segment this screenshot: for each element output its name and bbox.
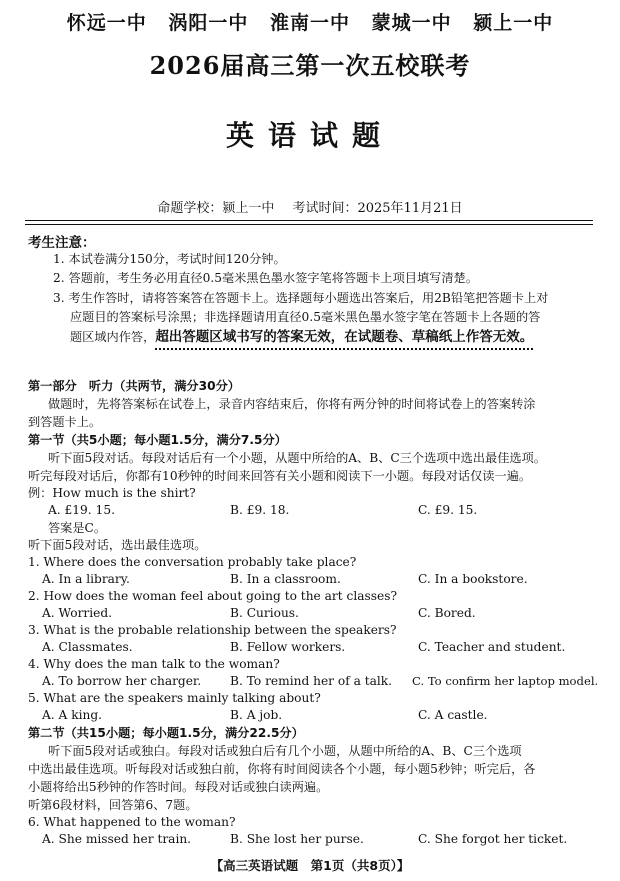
example-option-b: B. £9. 18.: [230, 503, 290, 517]
notice-item-3-line-2: 应题目的答案标号涂黑；非选择题请用直径0.5毫米黑色墨水签字笔在答题卡上各题的答: [70, 310, 541, 324]
question-2-option-c: C. Bored.: [418, 606, 476, 620]
question-6-option-a: A. She missed her train.: [42, 832, 192, 846]
notice-item-3-line-1: 3. 考生作答时，请将答案答在答题卡上。选择题每小题选出答案后，用2B铅笔把答题卡上对: [53, 291, 549, 305]
notice-item-1: 1. 本试卷满分150分，考试时间120分钟。: [53, 252, 286, 266]
listen-intro: 听下面5段对话，选出最佳选项。: [28, 538, 207, 552]
question-5: 5. What are the speakers mainly talking about?: [28, 691, 321, 705]
material-6-intro: 听第6段材料，回答第6、7题。: [28, 798, 198, 812]
notice-item-3-line-3: [70, 329, 533, 345]
page-footer: 【高三英语试题 第1页（共8页）】: [210, 858, 410, 873]
question-4-option-b: B. To remind her of a talk.: [230, 674, 393, 688]
notice-item-3-text: 题区域内作答，: [70, 330, 156, 344]
subject-title: 英语试题: [225, 119, 394, 152]
part1-intro-line-2: 到答题卡上。: [28, 415, 102, 429]
section1-instr-line-2: 听完每段对话后，你都有10秒钟的时间来回答有关小题和阅读下一小题。每段对话仅读一遍。: [28, 469, 532, 483]
question-4-option-a: A. To borrow her charger.: [42, 674, 202, 688]
exam-title: 2026届高三第一次五校联考: [149, 51, 471, 80]
part1-title: 第一部分 听力（共两节，满分30分）: [28, 379, 240, 393]
question-2-option-a: A. Worried.: [42, 606, 113, 620]
part1-intro-line-1: 做题时，先将答案标在试卷上，录音内容结束后，你将有两分钟的时间将试卷上的答案转涂: [48, 397, 536, 411]
question-3-option-b: B. Fellow workers.: [230, 640, 346, 654]
question-1-option-a: A. In a library.: [42, 572, 130, 586]
example-option-a: A. £19. 15.: [48, 503, 115, 517]
question-6: 6. What happened to the woman?: [28, 815, 236, 829]
notice-title: 考生注意：: [28, 235, 96, 251]
question-5-option-a: A. A king.: [42, 708, 103, 722]
question-5-option-b: B. A job.: [230, 708, 283, 722]
question-4-option-c: C. To confirm her laptop model.: [412, 674, 599, 688]
notice-item-2: 2. 答题前，考生务必用直径0.5毫米黑色墨水签字笔将答题卡上项目填写清楚。: [53, 271, 478, 285]
question-6-option-b: B. She lost her purse.: [230, 832, 364, 846]
question-2: 2. How does the woman feel about going to the art classes?: [28, 589, 398, 603]
section2-instr-line-1: 听下面5段对话或独白。每段对话或独白后有几个小题，从题中所给的A、B、C三个选项: [48, 744, 522, 758]
question-6-option-c: C. She forgot her ticket.: [418, 832, 568, 846]
example-option-c: C. £9. 15.: [418, 503, 478, 517]
question-1-option-b: B. In a classroom.: [230, 572, 341, 586]
question-3: 3. What is the probable relationship between the speakers?: [28, 623, 397, 637]
section1-title: 第一节（共5小题；每小题1.5分，满分7.5分）: [28, 433, 287, 447]
school-list: 怀远一中 涡阳一中 淮南一中 蒙城一中 颍上一中: [66, 12, 554, 34]
header-divider-thin: [25, 224, 593, 225]
exam-meta: 命题学校：颍上一中 考试时间：2025年11月21日: [157, 201, 463, 216]
question-4: 4. Why does the man talk to the woman?: [28, 657, 280, 671]
notice-emphasis: 超出答题区域书写的答案无效，在试题卷、草稿纸上作答无效。: [155, 329, 533, 350]
section2-instr-line-3: 小题将给出5秒钟的作答时间。每段对话或独白读两遍。: [28, 780, 329, 794]
question-5-option-c: C. A castle.: [418, 708, 488, 722]
section1-instr-line-1: 听下面5段对话。每段对话后有一个小题，从题中所给的A、B、C三个选项中选出最佳选项。: [48, 451, 546, 465]
example-question: 例：How much is the shirt?: [28, 486, 196, 500]
example-answer: 答案是C。: [48, 521, 107, 535]
section2-instr-line-2: 中选出最佳选项。听每段对话或独白前，你将有时间阅读各个小题，每小题5秒钟；听完后，各: [28, 762, 536, 776]
question-1-option-c: C. In a bookstore.: [418, 572, 528, 586]
question-1: 1. Where does the conversation probably take place?: [28, 555, 357, 569]
question-3-option-a: A. Classmates.: [42, 640, 133, 654]
header-divider: [25, 220, 593, 221]
section2-title: 第二节（共15小题；每小题1.5分，满分22.5分）: [28, 726, 304, 740]
question-3-option-c: C. Teacher and student.: [418, 640, 566, 654]
question-2-option-b: B. Curious.: [230, 606, 299, 620]
